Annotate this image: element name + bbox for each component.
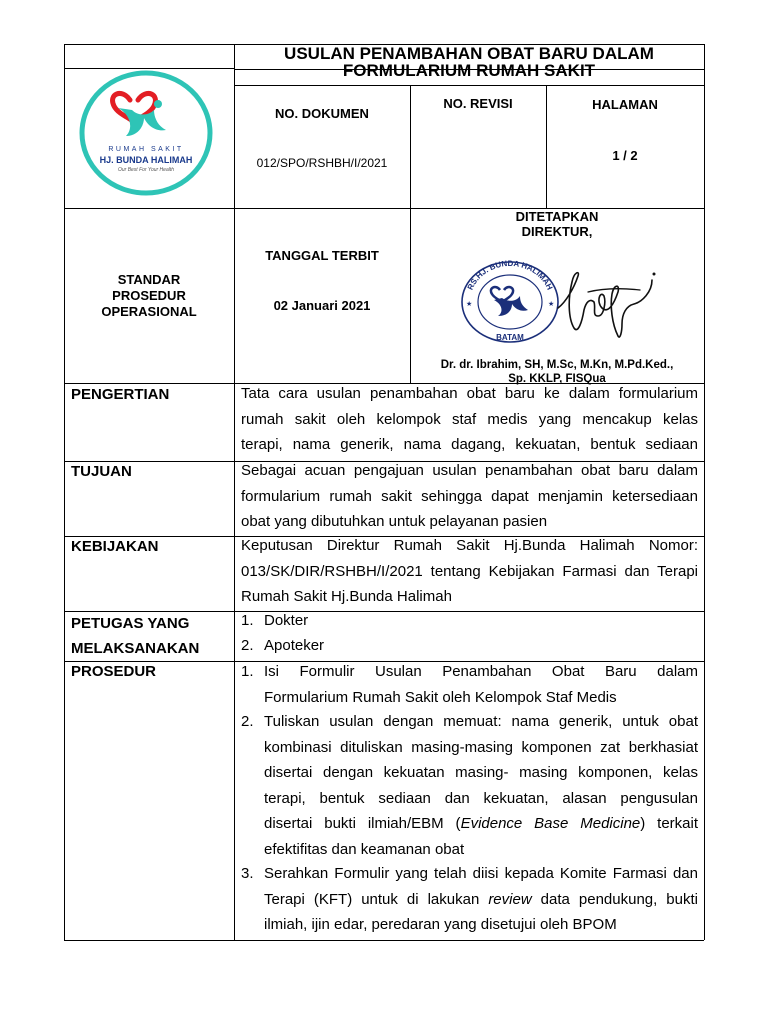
prosedur-item-line: kombinasi dituliskan masing-masing komponen zat berkhasiat — [264, 738, 698, 756]
prosedur-item-number: 2. — [241, 713, 254, 730]
prosedur-line-text: data pendukung, bukti — [531, 890, 698, 908]
stamp-top-text: RS.HJ. BUNDA HALIMAH — [465, 258, 555, 292]
tujuan-line: formularium rumah sakit sehingga dapat menjamin ketersediaan — [241, 487, 698, 505]
kebijakan-line: Keputusan Direktur Rumah Sakit Hj.Bunda Halimah Nomor: — [241, 537, 698, 554]
ditetapkan-line1: DITETAPKAN — [515, 209, 599, 224]
document-title-line1: USULAN PENAMBAHAN OBAT BARU DALAM — [284, 44, 654, 63]
halaman-value: 1 / 2 — [612, 148, 638, 163]
prosedur-item-line: Serahkan Formulir yang telah diisi kepada Komite Farmasi dan — [264, 865, 698, 882]
spo-label-line1: STANDAR — [117, 272, 181, 287]
pengertian-line: rumah sakit oleh kelompok staf medis yang mencakup kelas — [241, 410, 698, 428]
prosedur-line-text: Terapi (KFT) untuk di lakukan — [264, 890, 489, 908]
petugas-label — [71, 611, 199, 661]
petugas-label-line1: PETUGAS YANG — [71, 615, 190, 632]
svg-text:★: ★ — [466, 301, 473, 308]
ditetapkan-label — [410, 209, 704, 239]
tujuan-line: obat yang dibutuhkan untuk pelayanan pasien — [241, 513, 548, 530]
prosedur-item-line — [264, 811, 698, 837]
no-revisi-label: NO. REVISI — [443, 96, 513, 111]
petugas-item-number: 1. — [241, 612, 254, 629]
prosedur-item-number: 3. — [241, 865, 254, 882]
petugas-label-line2: MELAKSANAKAN — [71, 640, 200, 657]
logo-tagline: Our Best For Your Health — [117, 167, 175, 173]
pengertian-line: Tata cara usulan penambahan obat baru ke dalam formularium — [241, 385, 698, 402]
pengertian-text — [241, 381, 698, 458]
director-name-line1: Dr. dr. Ibrahim, SH, M.Sc, M.Kn, M.Pd.Ked., — [440, 359, 674, 371]
director-name-line2: Sp. KKLP, FISQua — [508, 373, 606, 385]
logo-text-line2: HJ. BUNDA HALIMAH — [99, 155, 193, 165]
tanggal-terbit-value: 02 Januari 2021 — [273, 298, 371, 313]
stamp-bottom-text: BATAM — [496, 333, 524, 342]
kebijakan-line: Rumah Sakit Hj.Bunda Halimah — [241, 588, 452, 605]
prosedur-label: PROSEDUR — [71, 663, 157, 680]
prosedur-line-italic: review — [488, 890, 532, 908]
prosedur-item-line: Formularium Rumah Sakit oleh Kelompok Staf Medis — [264, 688, 617, 706]
kebijakan-label: KEBIJAKAN — [71, 538, 159, 555]
logo-ring-icon — [78, 70, 214, 196]
petugas-item-number: 2. — [241, 637, 254, 654]
tujuan-text — [241, 458, 698, 535]
pengertian-label: PENGERTIAN — [71, 386, 170, 403]
prosedur-item-line: ilmiah, ijin edar, peredaran yang disetujui oleh BPOM — [264, 916, 617, 933]
document-title-line2: FORMULARIUM RUMAH SAKIT — [342, 61, 596, 80]
prosedur-item-line: terapi, bentuk sediaan dan kekuatan, alasan pengusulan — [264, 789, 698, 807]
halaman-label: HALAMAN — [592, 97, 658, 112]
tujuan-label: TUJUAN — [71, 463, 132, 480]
petugas-item-text: Dokter — [264, 612, 309, 629]
prosedur-line-italic: Evidence Base Medicine — [460, 815, 641, 832]
prosedur-item-line: Isi Formulir Usulan Penambahan Obat Baru dalam — [264, 663, 698, 680]
kebijakan-text — [241, 533, 698, 610]
prosedur-item-line — [264, 887, 698, 913]
tanggal-terbit-label: TANGGAL TERBIT — [265, 248, 379, 263]
tujuan-line: Sebagai acuan pengajuan usulan penambahan obat baru dalam — [241, 462, 698, 479]
logo-text-line1: RUMAH SAKIT — [108, 146, 184, 153]
prosedur-item-line: disertai dengan kekuatan masing- masing komponen, kelas — [264, 764, 698, 781]
prosedur-item-line: efektifitas dan keamanan obat — [264, 840, 465, 858]
prosedur-item-number: 1. — [241, 663, 254, 680]
hospital-logo — [78, 70, 214, 196]
prosedur-item-line: Tuliskan usulan dengan memuat: nama generik, untuk obat — [264, 713, 698, 730]
spo-label-line2: PROSEDUR — [112, 288, 186, 303]
pengertian-line: terapi, nama generik, nama dagang, kekuatan, bentuk sediaan — [241, 436, 698, 453]
director-signature — [548, 262, 664, 342]
no-dokumen-value: 012/SPO/RSHBH/I/2021 — [256, 156, 388, 170]
kebijakan-line: 013/SK/DIR/RSHBH/I/2021 tentang Kebijakan Farmasi dan Terapi — [241, 562, 698, 580]
prosedur-line-text: disertai bukti ilmiah/EBM ( — [264, 815, 461, 832]
document-title — [234, 44, 704, 79]
spo-label — [64, 272, 234, 320]
spo-label-line3: OPERASIONAL — [101, 304, 197, 319]
ditetapkan-line2: DIREKTUR, — [521, 224, 593, 239]
petugas-item-text: Apoteker — [264, 637, 325, 654]
prosedur-line-text: ) terkait — [640, 815, 698, 832]
svg-text:★: ★ — [548, 301, 555, 308]
no-dokumen-label: NO. DOKUMEN — [275, 106, 369, 121]
